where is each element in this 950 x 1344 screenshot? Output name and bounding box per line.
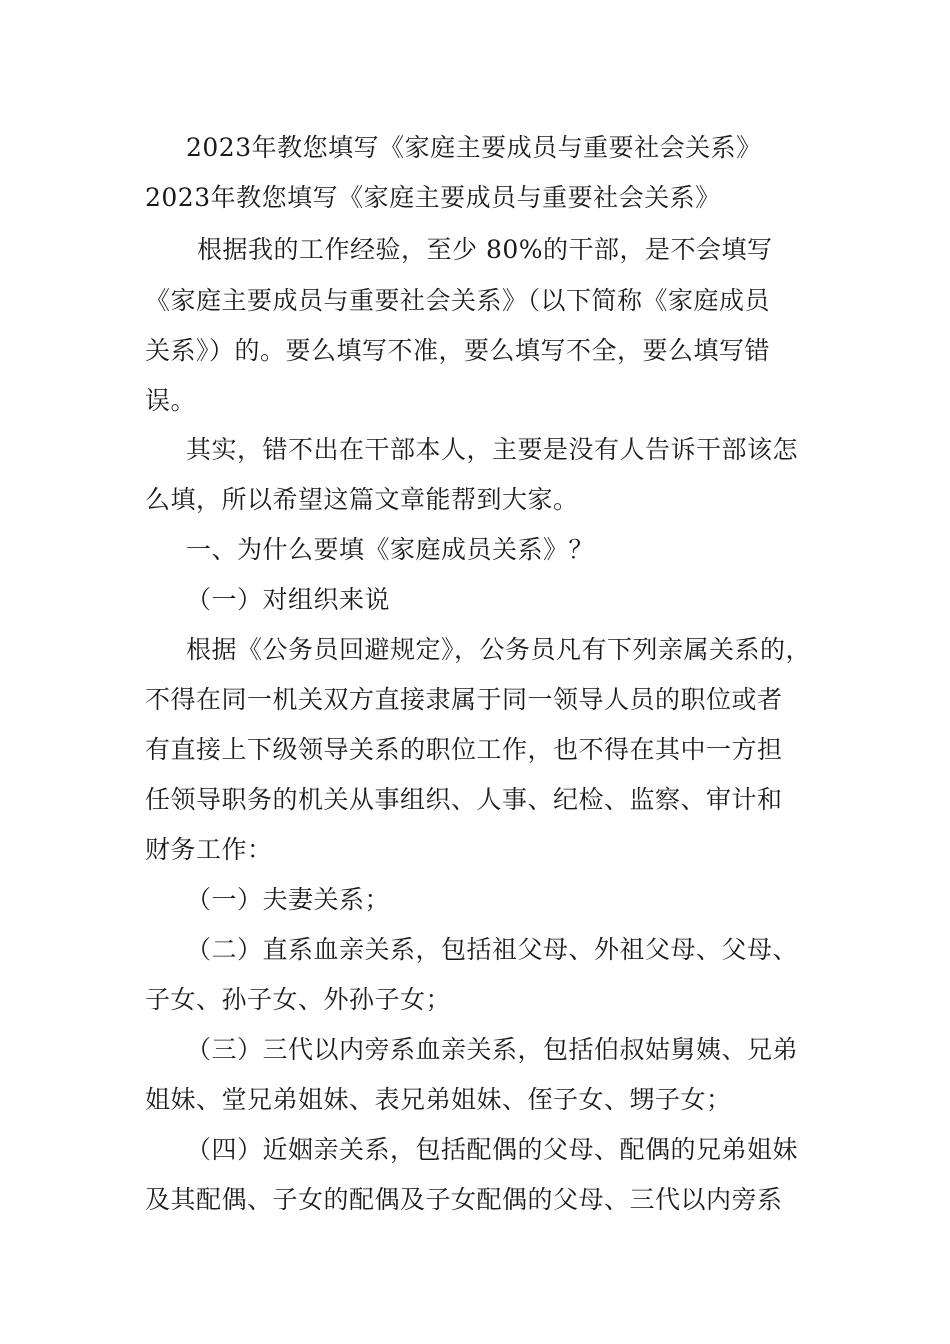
list-item-line: （四）近姻亲关系，包括配偶的父母、配偶的兄弟姐妹: [186, 1135, 799, 1164]
list-item: （一）夫妻关系；: [186, 885, 391, 914]
paragraph-line: 任领导职务的机关从事组织、人事、纪检、监察、审计和: [145, 785, 783, 814]
paragraph-line: 财务工作：: [145, 835, 273, 864]
list-item-line: 子女、孙子女、外孙子女；: [145, 985, 452, 1014]
list-item-line: （二）直系血亲关系，包括祖父母、外祖父母、父母、: [186, 935, 799, 964]
paragraph-line: 关系》）的。要么填写不准，要么填写不全，要么填写错: [145, 336, 771, 365]
list-item-line: 姐妹、堂兄弟姐妹、表兄弟姐妹、侄子女、甥子女；: [145, 1085, 732, 1114]
paragraph-line: 《家庭主要成员与重要社会关系》（以下简称《家庭成员: [145, 286, 771, 315]
document-title: 2023年教您填写《家庭主要成员与重要社会关系》: [186, 133, 762, 162]
document-title-repeat: 2023年教您填写《家庭主要成员与重要社会关系》: [145, 183, 721, 212]
paragraph-line: 根据《公务员回避规定》，公务员凡有下列亲属关系的，: [186, 635, 812, 664]
paragraph-line: 有直接上下级领导关系的职位工作，也不得在其中一方担: [145, 735, 783, 764]
paragraph-line: 其实，错不出在干部本人，主要是没有人告诉干部该怎: [186, 435, 799, 464]
paragraph-line: 么填，所以希望这篇文章能帮到大家。: [145, 485, 579, 514]
paragraph-line: 不得在同一机关双方直接隶属于同一领导人员的职位或者: [145, 685, 783, 714]
section-heading: 一、为什么要填《家庭成员关系》？: [186, 535, 595, 564]
paragraph-line: 根据我的工作经验，至少 80%的干部，是不会填写: [197, 235, 773, 264]
paragraph-line: 误。: [145, 386, 197, 415]
list-item-line: （三）三代以内旁系血亲关系，包括伯叔姑舅姨、兄弟: [186, 1035, 799, 1064]
subsection-heading: （一）对组织来说: [186, 585, 391, 614]
list-item-line: 及其配偶、子女的配偶及子女配偶的父母、三代以内旁系: [145, 1185, 783, 1214]
